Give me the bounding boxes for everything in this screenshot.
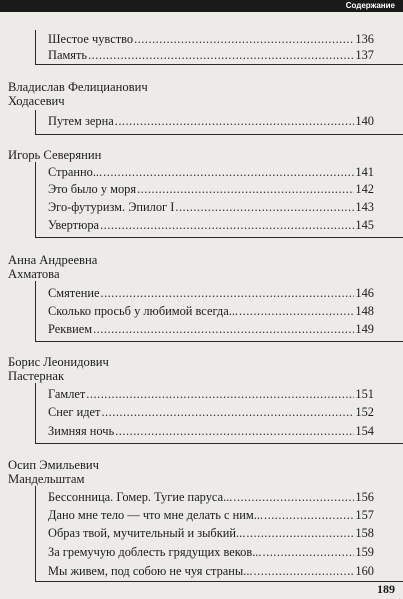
toc-entry-page: 149 (355, 322, 374, 336)
toc-entry-title: Увертюра (48, 218, 100, 232)
author-name (8, 355, 109, 383)
toc-entry-page: 136 (355, 32, 374, 46)
toc-entry-page: 157 (355, 508, 374, 522)
toc-entry[interactable] (48, 47, 374, 63)
section-rule (35, 341, 403, 342)
toc-entry-page: 143 (355, 200, 374, 214)
toc-entry-page: 160 (355, 564, 374, 578)
section-rule (35, 581, 403, 582)
toc-entry-title: Зимняя ночь (48, 424, 115, 438)
toc-leader-dots (101, 404, 354, 420)
toc-entry-title: Странно... (48, 165, 103, 179)
toc-entry-page: 146 (355, 286, 374, 300)
running-header (0, 0, 403, 12)
toc-leader-dots (93, 321, 354, 337)
toc-leader-dots (100, 217, 354, 233)
toc-entry[interactable] (48, 181, 374, 197)
author-name (8, 253, 97, 281)
toc-leader-dots (239, 303, 354, 319)
toc-entry-title: Сколько просьб у любимой всегда... (48, 304, 239, 318)
toc-entry-title: Бессонница. Гомер. Тугие паруса... (48, 490, 233, 504)
author-name (8, 80, 148, 108)
toc-leader-dots (263, 544, 355, 560)
toc-leader-dots (134, 31, 354, 47)
toc-leader-dots (86, 386, 354, 402)
toc-entry-page: 141 (355, 165, 374, 179)
toc-entry-page: 140 (355, 114, 374, 128)
toc-entry-title: Гамлет (48, 387, 86, 401)
toc-entry[interactable] (48, 489, 374, 505)
section-rule (35, 443, 403, 444)
toc-entry-title: Дано мне тело — что мне делать с ним... (48, 508, 263, 522)
toc-entry[interactable] (48, 507, 374, 523)
toc-entry[interactable] (48, 303, 374, 319)
toc-entry-page: 148 (355, 304, 374, 318)
toc-leader-dots (246, 525, 354, 541)
toc-leader-dots (137, 181, 354, 197)
toc-entry[interactable] (48, 525, 374, 541)
section-rule (35, 64, 403, 65)
toc-entry[interactable] (48, 164, 374, 180)
page-number: 189 (377, 582, 395, 596)
toc-entry[interactable] (48, 404, 374, 420)
author-name-line: Борис Леонидович (8, 355, 109, 369)
toc-entry[interactable] (48, 113, 374, 129)
toc-leader-dots (88, 47, 354, 63)
toc-entry-page: 154 (355, 424, 374, 438)
toc-entry[interactable] (48, 423, 374, 439)
section-rule (35, 237, 403, 238)
toc-leader-dots (233, 489, 354, 505)
toc-entry-page: 152 (355, 405, 374, 419)
toc-entry-title: Мы живем, под собою не чуя страны... (48, 564, 253, 578)
toc-leader-dots (115, 113, 355, 129)
toc-leader-dots (175, 199, 354, 215)
toc-entry-page: 151 (355, 387, 374, 401)
author-name (8, 458, 99, 486)
author-name (8, 148, 101, 162)
section-rule (35, 486, 36, 581)
toc-leader-dots (115, 423, 354, 439)
toc-leader-dots (264, 507, 354, 523)
toc-entry-title: Смятение (48, 286, 100, 300)
running-header-title: Содержание (345, 1, 395, 10)
section-rule (35, 30, 36, 64)
toc-entry[interactable] (48, 544, 374, 560)
toc-entry-title: Снег идет (48, 405, 101, 419)
author-name-line: Анна Андреевна (8, 253, 98, 267)
toc-entry-page: 137 (355, 48, 374, 62)
toc-entry[interactable] (48, 386, 374, 402)
toc-entry-title: Это было у моря (48, 182, 137, 196)
toc-entry-title: Память (48, 48, 88, 62)
section-rule (35, 110, 36, 134)
toc-entry-title: Образ твой, мучительный и зыбкий... (48, 526, 246, 540)
toc-entry[interactable] (48, 31, 374, 47)
toc-leader-dots (254, 563, 355, 579)
toc-entry-title: За гремучую доблесть грядущих веков... (48, 545, 262, 559)
author-name-line: Ахматова (8, 267, 60, 281)
toc-entry-title: Эго-футуризм. Эпилог I (48, 200, 175, 214)
toc-leader-dots (103, 164, 354, 180)
toc-entry-page: 156 (355, 490, 374, 504)
toc-entry[interactable] (48, 199, 374, 215)
toc-entry-page: 158 (355, 526, 374, 540)
toc-leader-dots (100, 285, 354, 301)
section-rule (35, 281, 36, 341)
toc-entry[interactable] (48, 321, 374, 337)
toc-entry[interactable] (48, 563, 374, 579)
author-name-line: Ходасевич (8, 94, 65, 108)
toc-entry-page: 145 (355, 218, 374, 232)
toc-entry-title: Шестое чувство (48, 32, 134, 46)
section-rule (35, 383, 36, 443)
section-rule (35, 162, 36, 237)
author-name-line: Игорь Северянин (8, 148, 102, 162)
toc-entry-title: Путем зерна (48, 114, 114, 128)
section-rule (35, 134, 403, 135)
toc-entry[interactable] (48, 217, 374, 233)
toc-entry-title: Реквием (48, 322, 93, 336)
author-name-line: Осип Эмильевич (8, 458, 99, 472)
toc-entry-page: 142 (355, 182, 374, 196)
toc-entry[interactable] (48, 285, 374, 301)
author-name-line: Мандельштам (8, 472, 85, 486)
toc-entry-page: 159 (355, 545, 374, 559)
author-name-line: Владислав Фелицианович (8, 80, 148, 94)
author-name-line: Пастернак (8, 369, 65, 383)
